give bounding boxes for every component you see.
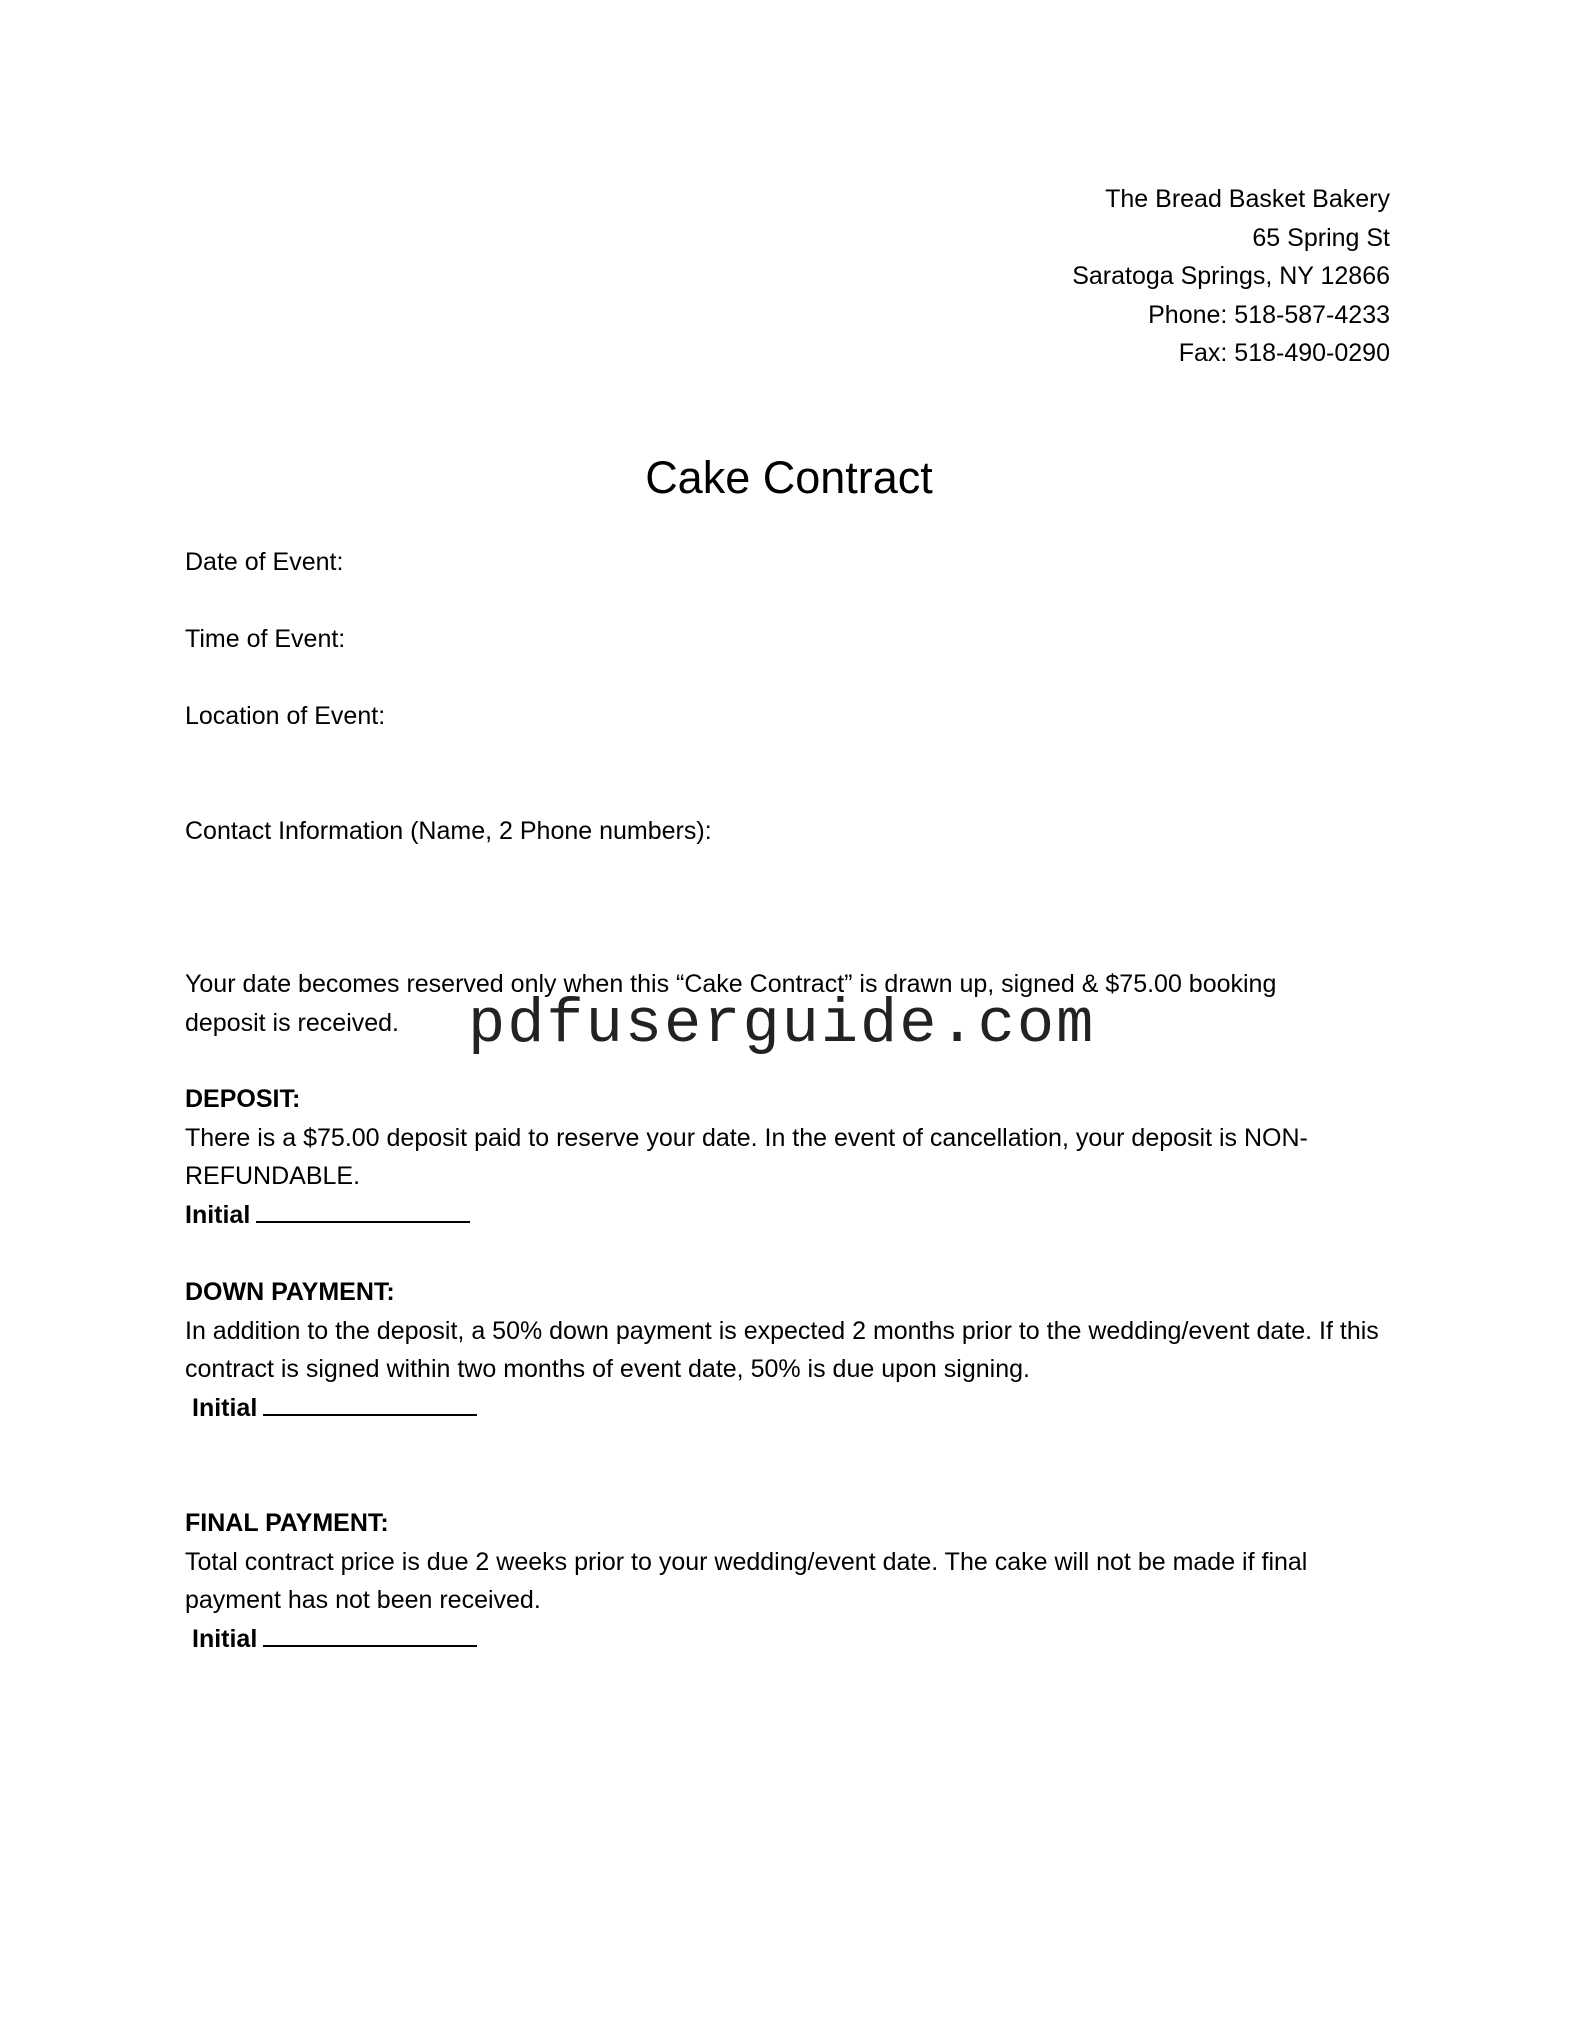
bakery-name: The Bread Basket Bakery [1105, 185, 1390, 213]
down-payment-section [185, 1273, 1385, 1427]
final-payment-section [185, 1504, 1365, 1658]
contact-info-label: Contact Information (Name, 2 Phone numbers): [185, 817, 712, 845]
deposit-initial-blank[interactable] [256, 1199, 470, 1223]
bakery-city: Saratoga Springs, NY 12866 [1072, 262, 1390, 290]
deposit-body: There is a $75.00 deposit paid to reserve your date. In the event of cancellation, your deposit is NON-REFUNDABLE. [185, 1123, 1308, 1190]
reservation-note: Your date becomes reserved only when this “Cake Contract” is drawn up, signed & $75.00 booking deposit is received. [185, 970, 1277, 1037]
final-payment-initial-line [185, 1620, 1365, 1659]
deposit-section [185, 1080, 1355, 1234]
event-date-label: Date of Event: [185, 548, 344, 576]
down-payment-heading: DOWN PAYMENT: [185, 1278, 395, 1306]
document-title: Cake Contract [645, 452, 933, 503]
final-payment-initial-label: Initial [192, 1624, 258, 1653]
down-payment-initial-line [185, 1389, 1385, 1428]
deposit-initial-line [185, 1196, 1355, 1235]
final-payment-initial-blank[interactable] [263, 1623, 477, 1647]
event-time-label: Time of Event: [185, 625, 346, 653]
final-payment-body: Total contract price is due 2 weeks prior to your wedding/event date. The cake will not be made if final payment has not been received. [185, 1547, 1308, 1614]
watermark-text: pdfuserguide.com [468, 989, 1096, 1060]
down-payment-body: In addition to the deposit, a 50% down payment is expected 2 months prior to the wedding/event date. If this contract is signed within two months of event date, 50% is due upon signing. [185, 1316, 1379, 1383]
bakery-street: 65 Spring St [1252, 223, 1390, 252]
final-payment-heading: FINAL PAYMENT: [185, 1509, 389, 1537]
bakery-address-block [1072, 180, 1390, 373]
deposit-initial-label: Initial [185, 1200, 251, 1229]
event-location-label: Location of Event: [185, 702, 386, 730]
bakery-phone: Phone: 518-587-4233 [1148, 300, 1390, 329]
deposit-heading: DEPOSIT: [185, 1085, 301, 1113]
down-payment-initial-blank[interactable] [263, 1392, 477, 1416]
bakery-fax: Fax: 518-490-0290 [1178, 339, 1390, 367]
down-payment-initial-label: Initial [192, 1393, 258, 1422]
